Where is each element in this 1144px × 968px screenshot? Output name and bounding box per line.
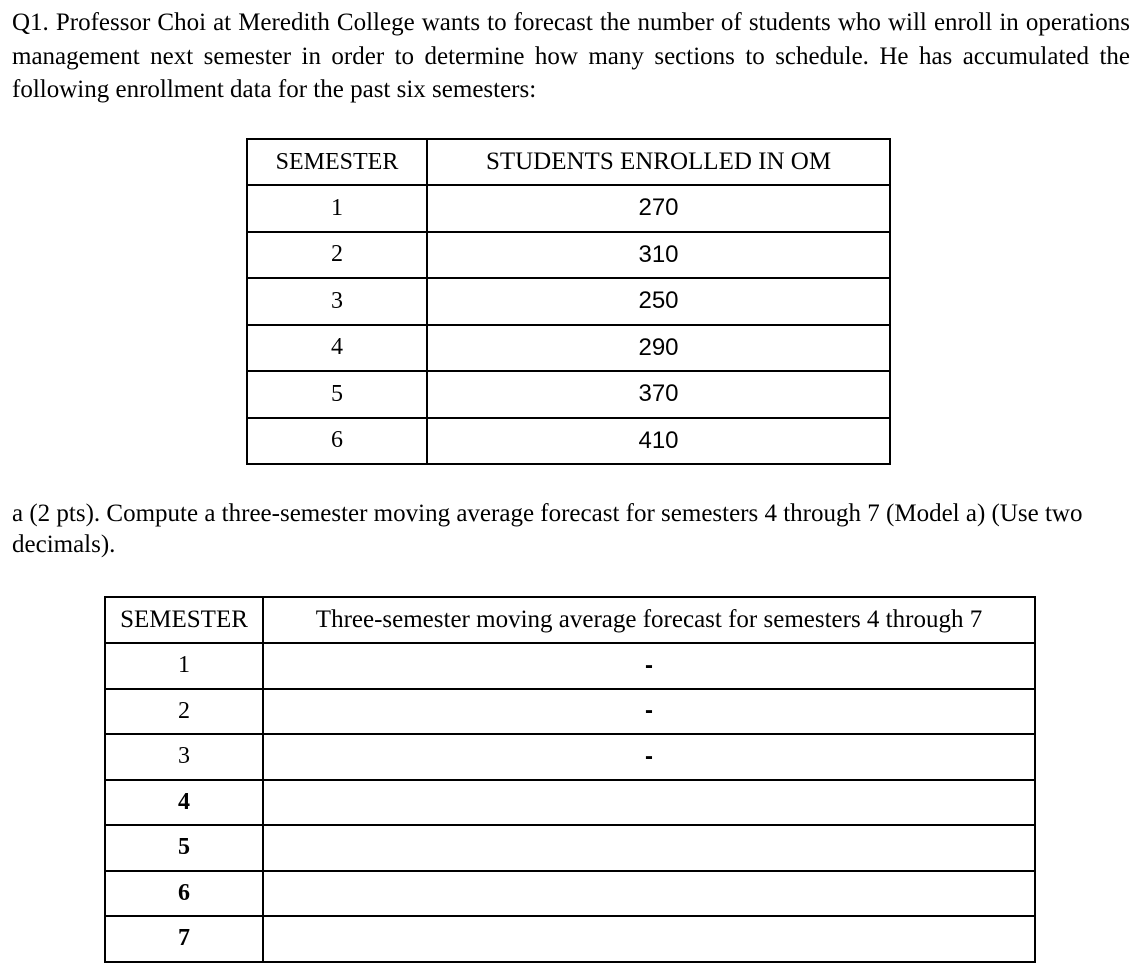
semester-cell: 2 [105,689,263,735]
forecast-table [104,596,1036,963]
semester-cell: 4 [247,325,427,372]
students-cell: 290 [427,325,890,372]
forecast-cell[interactable] [263,871,1035,917]
table-row [247,325,890,372]
semester-cell: 6 [247,418,427,465]
students-cell: 270 [427,185,890,232]
semester-cell: 5 [105,825,263,871]
table-row [105,734,1035,780]
semester-column-header: SEMESTER [247,139,427,185]
question-text: Q1. Professor Choi at Meredith College wants to forecast the number of students who will enroll in operations management next semester in order to determine how many sections to schedule. He has accumulated the following enrollment data for the past six semesters: [12,9,1130,103]
table-row [105,825,1035,871]
table-row [247,278,890,325]
semester-cell: 4 [105,780,263,826]
table-row [105,871,1035,917]
semester-cell: 1 [247,185,427,232]
table-row [105,780,1035,826]
forecast-column-header: Three-semester moving average forecast for semesters 4 through 7 [263,597,1035,643]
enrollment-table [246,138,891,465]
semester-cell: 7 [105,916,263,962]
forecast-cell[interactable] [263,780,1035,826]
forecast-cell[interactable]: - [263,734,1035,780]
students-cell: 370 [427,371,890,418]
table-row [105,916,1035,962]
semester-cell: 1 [105,643,263,689]
semester-column-header: SEMESTER [105,597,263,643]
forecast-cell[interactable] [263,916,1035,962]
students-column-header: STUDENTS ENROLLED IN OM [427,139,890,185]
students-cell: 250 [427,278,890,325]
semester-cell: 2 [247,232,427,279]
semester-cell: 6 [105,871,263,917]
table-row [247,371,890,418]
forecast-cell[interactable]: - [263,689,1035,735]
table-row [247,418,890,465]
semester-cell: 3 [247,278,427,325]
table-row [247,185,890,232]
table-row [105,643,1035,689]
enrollment-header-row [247,139,890,185]
semester-cell: 3 [105,734,263,780]
forecast-header-row [105,597,1035,643]
students-cell: 410 [427,418,890,465]
students-cell: 310 [427,232,890,279]
part-a-text: a (2 pts). Compute a three-semester moving average forecast for semesters 4 through 7 (Model a) (Use two decimals). [12,500,1083,558]
table-row [105,689,1035,735]
semester-cell: 5 [247,371,427,418]
forecast-cell[interactable]: - [263,643,1035,689]
table-row [247,232,890,279]
forecast-cell[interactable] [263,825,1035,871]
